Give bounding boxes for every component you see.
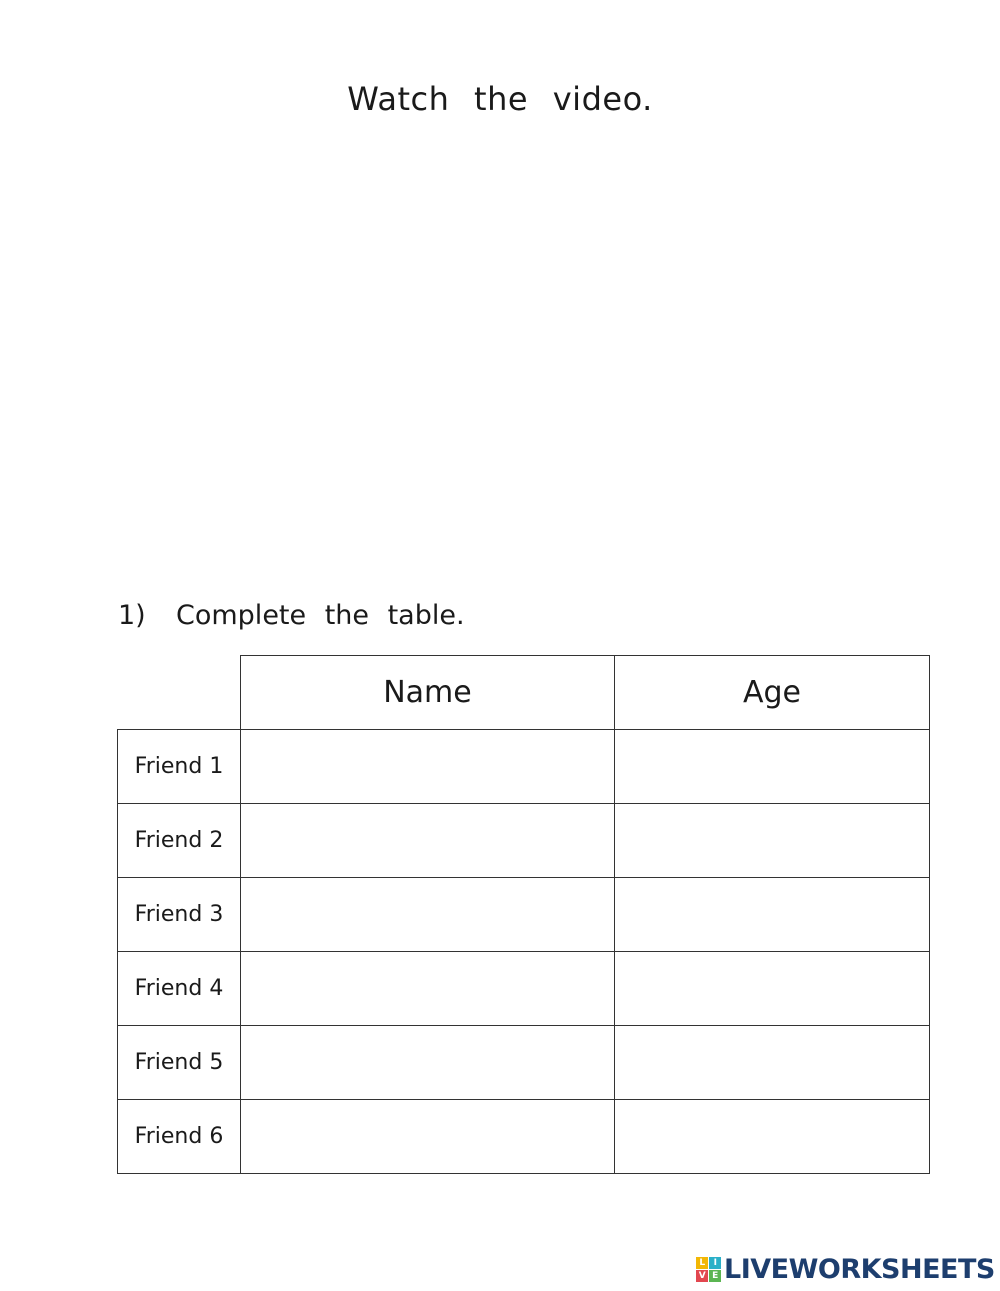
- age-answer-cell[interactable]: [615, 730, 930, 804]
- age-answer-cell[interactable]: [615, 1100, 930, 1174]
- row-label: Friend 4: [118, 952, 241, 1026]
- age-answer[interactable]: [615, 878, 929, 951]
- name-answer[interactable]: [241, 1100, 614, 1173]
- name-answer-cell[interactable]: [241, 730, 615, 804]
- name-answer[interactable]: [241, 1026, 614, 1099]
- logo-letter: E: [709, 1270, 721, 1282]
- table-corner-cell: [118, 656, 241, 730]
- name-answer[interactable]: [241, 878, 614, 951]
- age-answer[interactable]: [615, 952, 929, 1025]
- instruction-text: Complete the table.: [176, 600, 465, 631]
- header-age: Age: [615, 656, 930, 730]
- age-answer[interactable]: [615, 1026, 929, 1099]
- page-title: Watch the video.: [347, 80, 653, 118]
- name-answer-cell[interactable]: [241, 1100, 615, 1174]
- row-label: Friend 6: [118, 1100, 241, 1174]
- instruction: [118, 600, 465, 631]
- table-row: [118, 952, 930, 1026]
- name-answer-cell[interactable]: [241, 878, 615, 952]
- age-answer[interactable]: [615, 804, 929, 877]
- name-answer[interactable]: [241, 730, 614, 803]
- age-answer-cell[interactable]: [615, 952, 930, 1026]
- table-row: [118, 804, 930, 878]
- table-row: [118, 878, 930, 952]
- friends-table: [117, 655, 930, 1174]
- age-answer-cell[interactable]: [615, 878, 930, 952]
- table-row: [118, 1100, 930, 1174]
- name-answer-cell[interactable]: [241, 952, 615, 1026]
- logo-letter: V: [696, 1270, 708, 1282]
- name-answer-cell[interactable]: [241, 804, 615, 878]
- brand-name: LIVEWORKSHEETS: [724, 1254, 995, 1285]
- row-label: Friend 1: [118, 730, 241, 804]
- row-label: Friend 5: [118, 1026, 241, 1100]
- age-answer-cell[interactable]: [615, 804, 930, 878]
- age-answer[interactable]: [615, 1100, 929, 1173]
- table-row: [118, 730, 930, 804]
- name-answer[interactable]: [241, 952, 614, 1025]
- header-name: Name: [241, 656, 615, 730]
- name-answer-cell[interactable]: [241, 1026, 615, 1100]
- video-embed-area[interactable]: [118, 140, 932, 580]
- table-row: [118, 1026, 930, 1100]
- liveworksheets-logo[interactable]: [696, 1254, 995, 1285]
- logo-letter: I: [709, 1257, 721, 1269]
- table-header-row: [118, 656, 930, 730]
- age-answer-cell[interactable]: [615, 1026, 930, 1100]
- instruction-number: 1): [118, 600, 146, 631]
- age-answer[interactable]: [615, 730, 929, 803]
- name-answer[interactable]: [241, 804, 614, 877]
- logo-icon: [696, 1257, 721, 1282]
- logo-letter: L: [696, 1257, 708, 1269]
- row-label: Friend 3: [118, 878, 241, 952]
- row-label: Friend 2: [118, 804, 241, 878]
